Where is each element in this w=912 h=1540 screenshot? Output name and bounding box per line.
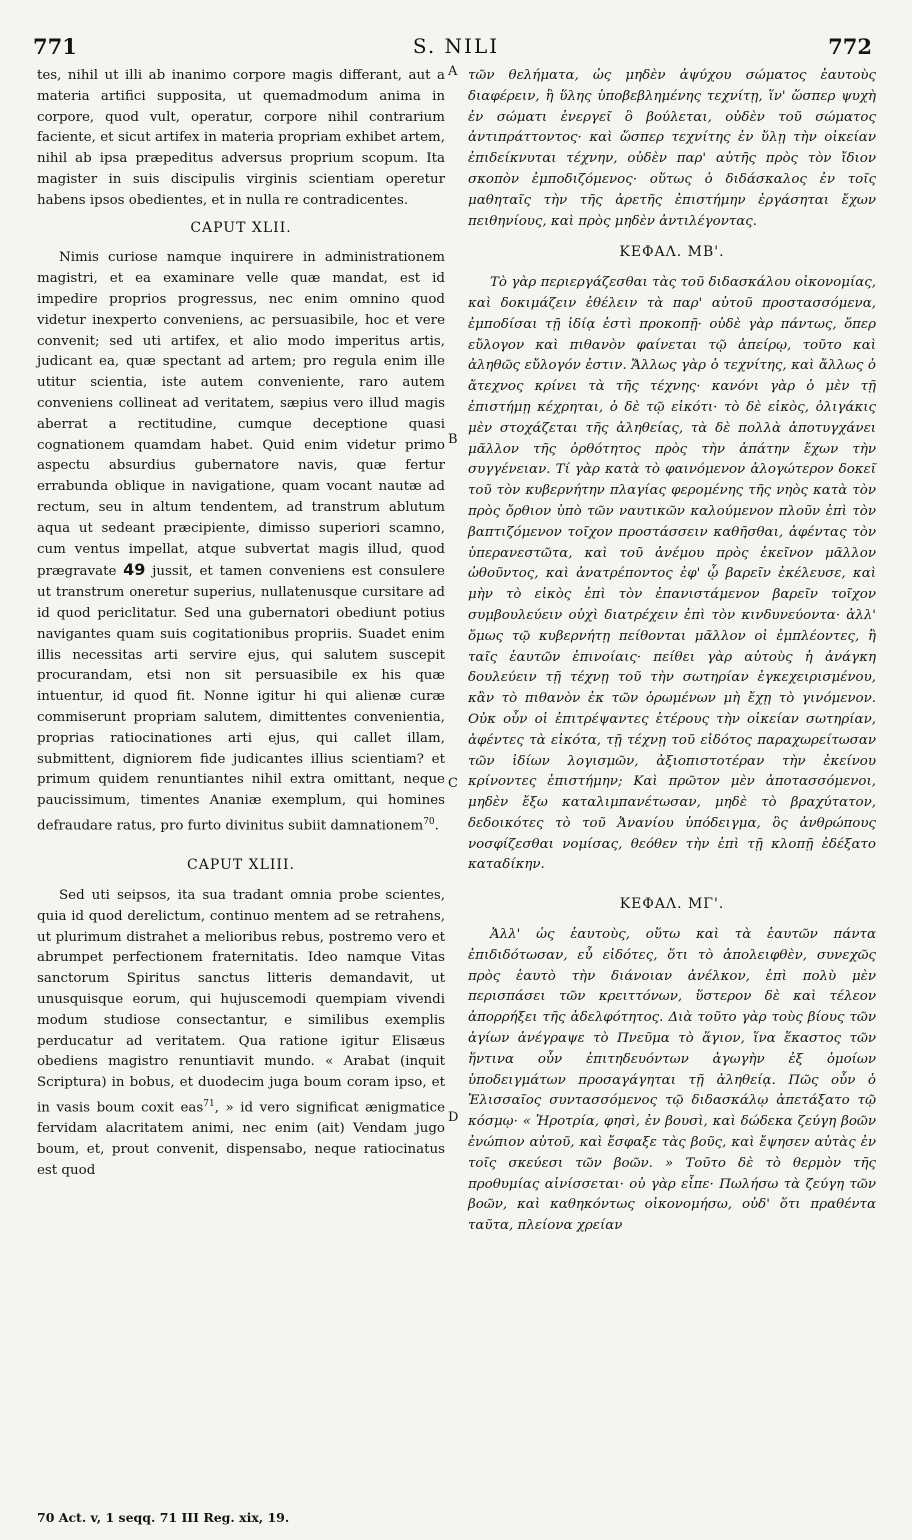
column-number-49: 49	[123, 560, 146, 580]
greek-column	[468, 66, 876, 1237]
margin-marker-b: B	[448, 432, 458, 447]
greek-paragraph-continued: τῶν θελήματα, ὡς μηδὲν ἀψύχου σώματος ἑαυτοὺς διαφέρειν, ἢ ὕλης ὑποβεβλημένης τεχνίτῃ, ἵν' ὥσπερ ψυχὴ ἐν σώματι ἐνεργεῖ ὃ βούλεται, οὐδὲν τοῦ σώματος ἀντιπράττοντος· καὶ ὥσπερ τεχνίτης ἐν ὕλῃ τὴν οἰκείαν ἐπιδείκνυται τέχνην, οὐδὲν παρ' αὐτῆς πρὸς τὸν ἴδιον σκοπὸν ἐμποδιζόμενος· οὕτως ὁ διδάσκαλος ἐν τοῖς μαθηταῖς τὴν τῆς ἀρετῆς ἐπιστήμην ἐργάσηται ἔχων πειθηνίους, καὶ πρὸς μηδὲν ἀντιλέγοντας.	[468, 68, 876, 229]
margin-marker-c: C	[448, 776, 458, 791]
footnote-ref-70: 70	[423, 816, 435, 827]
greek-chapter-heading-43: ΚΕΦΑΛ. ΜΓ'.	[619, 896, 725, 913]
footnote-ref-71: 71	[203, 1098, 215, 1109]
greek-paragraph-42: Τὸ γὰρ περιεργάζεσθαι τὰς τοῦ διδασκάλου οἰκονομίας, καὶ δοκιμάζειν ἐθέλειν τὰ παρ' αὐτοῦ προστασσόμενα, ἐμποδίσαι τῇ ἰδίᾳ ἐστὶ προκοπῇ· οὐδὲ γὰρ πάντως, ὅπερ εὔλογον καὶ πιθανὸν φαίνεται τῷ ἀπείρῳ, τοῦτο καὶ ἀληθῶς εὔλογόν ἐστιν. Ἄλλως γὰρ ὁ τεχνίτης, καὶ ἄλλως ὁ ἄτεχνος κρίνει τὰ τῆς τέχνης· κανόνι γὰρ ὁ μὲν τῇ ἐπιστήμῃ κέχρηται, ὁ δὲ τῷ εἰκότι· τὸ δὲ εἰκὸς, ὀλιγάκις μὲν στοχάζεται τῆς ἀληθείας, τὰ δὲ πολλὰ ἀποτυγχάνει μᾶλλον τῆς ὀρθότητος πρὸς τὴν ἀπάτην ἔχων τὴν συγγένειαν. Τί γὰρ κατὰ τὸ φαινόμενον ἀλογώτερον δοκεῖ τοῦ τὸν κυβερνήτην πλαγίας φερομένης τῆς νηὸς κατὰ τὸν πρὸς ὄρθιον ὑπὸ τῶν ναυτικῶν καλούμενον πλοῦν ἐπὶ τὸν βαπτιζόμενον τοῖχον προστάσσειν καθῆσθαι, ἀφέντας τὸν ὑπερανεστῶτα, καὶ τοῦ ἀνέμου πρὸς ἐκεῖνον μᾶλλον ὠθοῦντος, καὶ ἀνατρέποντος ἐφ' ᾧ βαρεῖν ἐκέλευσε, καὶ μὴν τὸ εἰκὸς ἐπὶ τὸν ἐπανιστάμενον βαρεῖν τοῖχον συμβουλεύειν οὐχὶ διατρέχειν ἐπὶ τὸν κινδυνεύοντα· ἀλλ' ὅμως τῷ κυβερνήτῃ πείθονται μᾶλλον οἱ ἐμπλέοντες, ἢ ταῖς ἑαυτῶν ἐπινοίαις· πείθει γὰρ αὐτοὺς ἡ ἀνάγκη δουλεύειν τῇ τέχνῃ τοῦ τὴν σωτηρίαν ἐγκεχειρισμένου, κἂν τὸ πιθανὸν ἐκ τῶν ὁρωμένων μὴ ἔχῃ τὸ γινόμενον. Οὐκ οὖν οἱ ἐπιτρέψαντες ἑτέρους τὴν οἰκείαν σωτηρίαν, ἀφέντες τὰ εἰκότα, τῇ τέχνῃ τοῦ εἰδότος παραχωρείτωσαν τῶν ἰδίων λογισμῶν, ἀξιοπιστοτέραν τὴν ἐκείνου κρίνοντες ἐπιστήμην; Καὶ πρῶτον μὲν ἀποτασσόμενοι, μηδὲν ἔξω καταλιμπανέτωσαν, μηδὲ τὸ βραχύτατον, δεδοικότες τὸ τοῦ Ἀνανίου ὑπόδειγμα, ὃς ἀνθρώπους νοσφίζεσθαι νομίσας, θεόθεν τὴν ἐπὶ τῇ κλοπῇ ἐδέξατο καταδίκην.	[468, 275, 876, 873]
latin-text-43b: , » id vero significat ænigmatice fervidam alacritatem animi, nec enim (ait) Vendam jugo boum, et, prout convenit, dispensabo, neque ratiocinatus est quod	[37, 1100, 445, 1178]
margin-marker-a: A	[448, 64, 458, 79]
greek-chapter-heading-42: ΚΕΦΑΛ. ΜΒ'.	[619, 244, 725, 261]
latin-paragraph-42	[37, 248, 445, 837]
footnotes: 70 Act. v, 1 seqq. 71 III Reg. xix, 19.	[37, 1510, 290, 1525]
latin-text-42-end: .	[434, 818, 439, 834]
latin-chapter-heading-43: CAPUT XLIII.	[187, 857, 295, 874]
latin-text-42a: Nimis curiose namque inquirere in administrationem magistri, et ea examinare velle quæ mandat, est id impedire proprios progressus, nec enim omnino quod videtur inexperto conveniens, ac persuasibile, hoc et vere convenit; sed uti artifex, et alio modo imperitus artis, judicant ea, quæ spectant ad artem; pro regula enim ille utitur scientia, iste autem conveniente, raro autem conveniens collineat ad veritatem, sæpius vero illud magis aberrat a rectitudine, cumque deceptione quasi cognationem quamdam habet. Quid enim videtur primo aspectu absurdius gubernatore navis, quæ fertur errabunda oblique in navigatione, quam vocant nautæ ad rectum, seu in altum tendentem, ad transtrum ablutum aqua ut sedeant præcipiente, dimisso superiori scamno, cum ventus impellat, atque subvertat magis illud, quod prægravate	[37, 250, 445, 580]
margin-marker-d: D	[448, 1110, 459, 1125]
latin-paragraph-continued: tes, nihil ut illi ab inanimo corpore magis differant, aut a materia artifici supposita, ut quemadmodum anima in corpore, quod vult, operatur, corpore nihil contrarium faciente, et sicut artifex in materia propriam exhibet artem, nihil ab ipsa præpeditus adversus proprium scopum. Ita magister in suis discipulis virginis scientiam operetur habens ipsos obedientes, et in nulla re contradicentes.	[37, 68, 445, 208]
right-page-number: 772	[828, 34, 872, 59]
left-page-number: 771	[33, 34, 77, 59]
greek-paragraph-43: Ἀλλ' ὡς ἑαυτοὺς, οὕτω καὶ τὰ ἑαυτῶν πάντα ἐπιδιδότωσαν, εὖ εἰδότες, ὅτι τὸ ἀπολειφθὲν, συνεχῶς πρὸς ἑαυτὸ τὴν διάνοιαν ἀνέλκον, ἐπὶ πολὺ μὲν περισπάσει τῶν κρειττόνων, ὕστερον δὲ καὶ τέλεον ἀπορρήξει τῆς ἀδελφότητος. Διὰ τοῦτο γὰρ τοὺς βίους τῶν ἁγίων ἀνέγραψε τὸ Πνεῦμα τὸ ἅγιον, ἵνα ἕκαστος τῶν ἥντινα οὖν ἐπιτηδευόντων ἀγωγὴν ἐξ ὁμοίων ὑποδειγμάτων προσαγάγηται τῇ ἀληθείᾳ. Πῶς οὖν ὁ Ἐλισσαῖος συντασσόμενος τῷ διδασκάλῳ ἀπετάξατο τῷ κόσμῳ· « Ἠροτρία, φησὶ, ἐν βουσὶ, καὶ δώδεκα ζεύγη βοῶν ἐνώπιον αὐτοῦ, καὶ ἔσφαξε τὰς βοῦς, καὶ ἔψησεν αὐτὰς ἐν τοῖς σκεύεσι τῶν βοῶν. » Τοῦτο δὲ τὸ θερμὸν τῆς προθυμίας αἰνίσσεται· οὐ γὰρ εἶπε· Πωλήσω τὰ ζεύγη τῶν βοῶν, καὶ καθηκόντως οἰκονομήσω, οὐδ' ὅτι πραθέντα ταῦτα, πλείονα χρείαν	[468, 927, 876, 1234]
latin-chapter-heading-42: CAPUT XLII.	[190, 219, 292, 236]
latin-text-43a: Sed uti seipsos, ita sua tradant omnia probe scientes, quia id quod derelictum, continuo mentem ad se retrahens, ut plurimum distrahet a melioribus rebus, postremo vero et abrumpet perfectionem fraternitatis. Ideo namque Vitas sanctorum Spiritus sanctus litteris demandavit, ut unusquisque eorum, qui hujuscemodi quempiam vivendi modum studiose consectantur, e similibus exemplis perducatur ad veritatem. Qua ratione igitur Elisæus obediens magistro renuntiavit mundo. « Arabat (inquit Scriptura) in bobus, et duodecim juga boum coram ipso, et in vasis boum coxit eas	[37, 887, 445, 1116]
latin-column	[37, 66, 445, 1182]
running-title: S. NILI	[412, 34, 500, 58]
latin-paragraph-43	[37, 886, 445, 1182]
latin-text-42b: jussit, et tamen conveniens est consulere ut transtrum oneretur superius, nullatenusque cursitare ad id quod periclitatur. Sed una gubernatori obediunt potius navigantes quam suis cogitationibus propriis. Suadet enim illis necessitas arti servire ejus, qui salutem suscepit procurandam, etsi non sit persuasibile ex his quæ intuentur, id quod fit. Nonne igitur hi qui alienæ curæ commiserunt propriam salutem, dimittentes convenientia, proprias ratiocinationes arti ejus, qui callet illam, submittent, digniorem fide judicantes illius scientiam? et primum quidem renuntiantes nihil extra omittant, neque paucissimum, timentes Ananiæ exemplum, qui homines defraudare ratus, pro furto divinitus subiit damnationem	[37, 564, 445, 834]
